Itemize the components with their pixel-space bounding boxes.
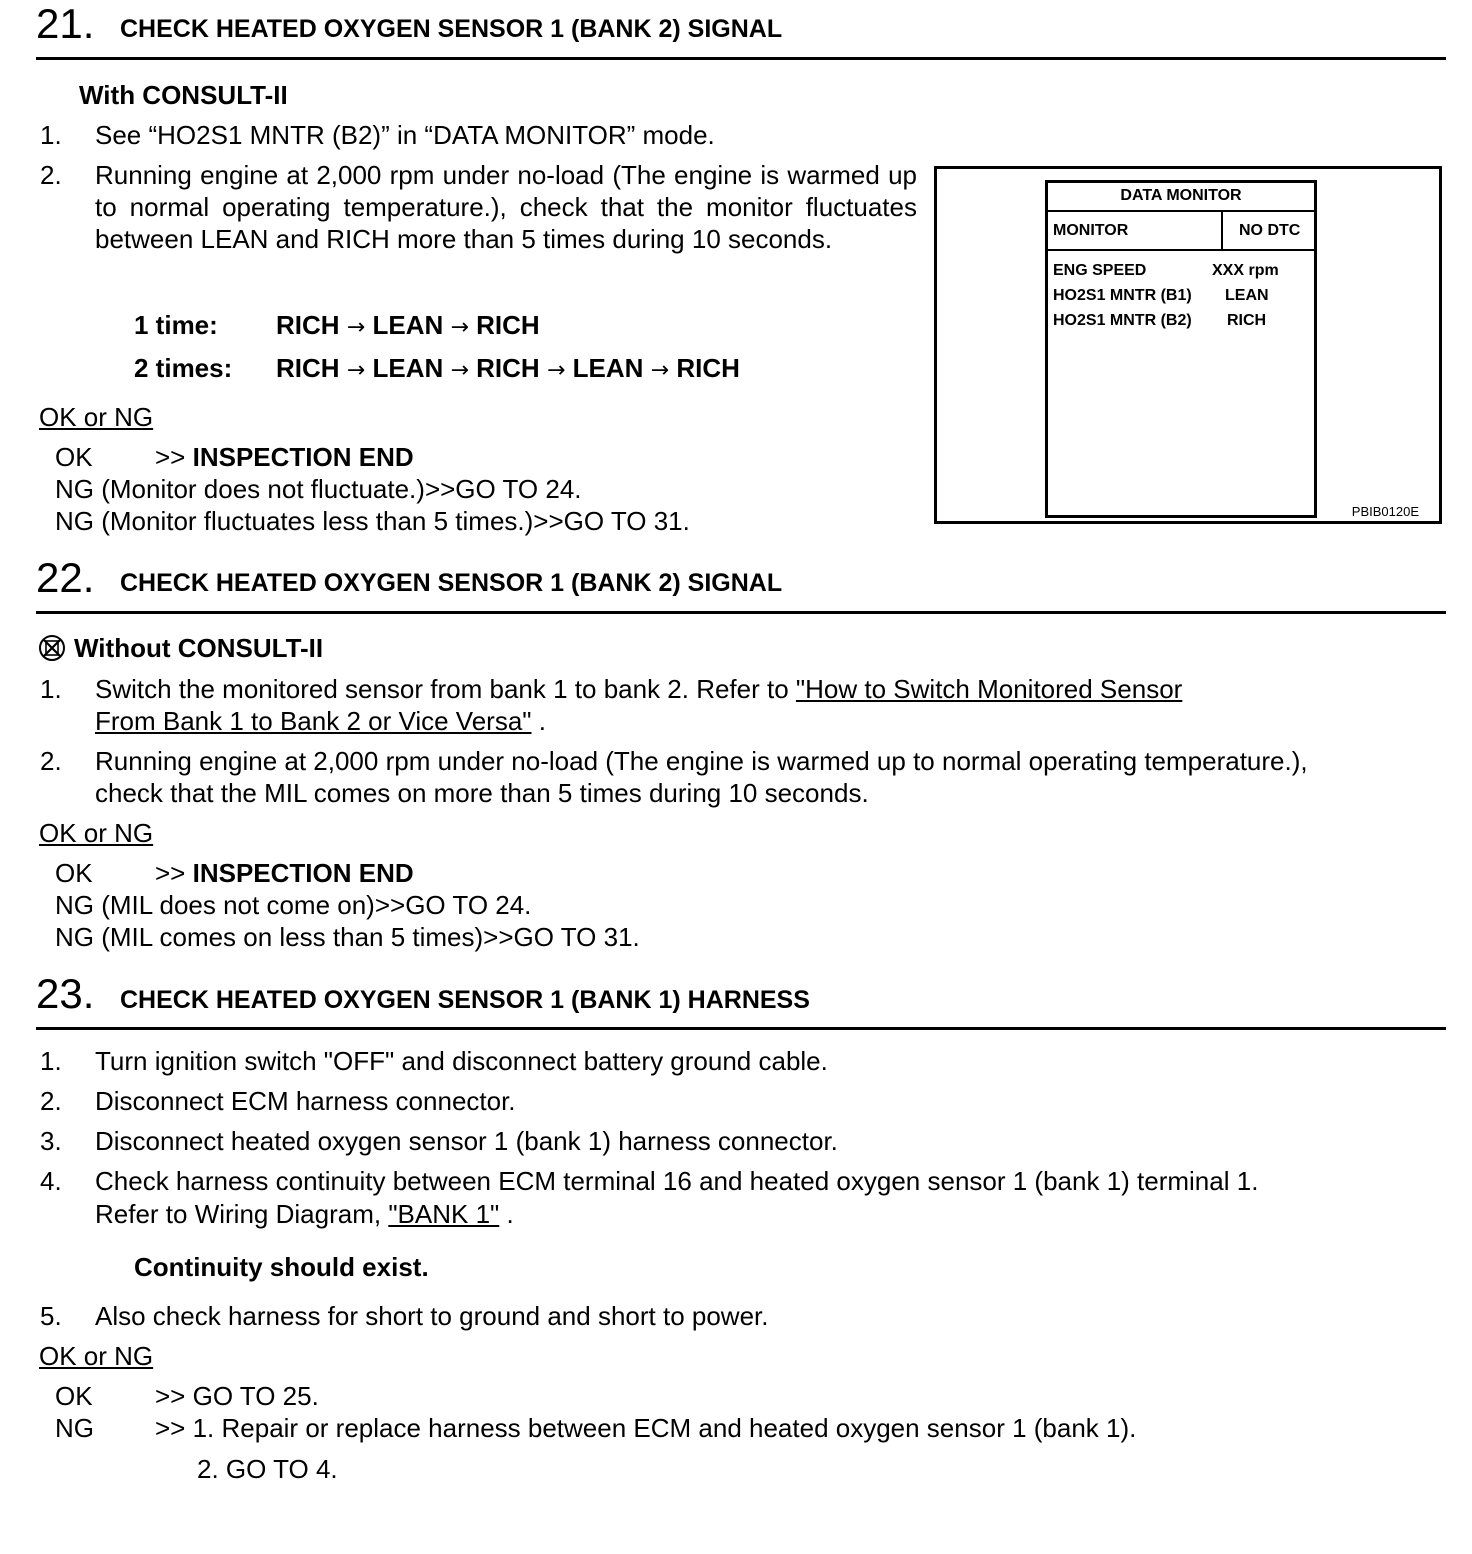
step-text: Disconnect ECM harness connector. xyxy=(95,1086,516,1116)
sequence-label: 1 time: xyxy=(134,310,218,340)
divider xyxy=(1048,249,1314,251)
monitor-item-value: LEAN xyxy=(1225,287,1269,304)
step-number: 2. xyxy=(40,1086,62,1116)
sequence-lean: LEAN xyxy=(572,353,644,383)
section-divider xyxy=(36,57,1446,60)
step-number: 2. xyxy=(40,746,62,776)
monitor-item-value: RICH xyxy=(1227,312,1267,329)
monitor-item-value: XXX rpm xyxy=(1212,262,1279,279)
step-text-suffix: . xyxy=(499,1199,514,1229)
ng-result: NG (Monitor does not fluctuate.)>>GO TO 24. xyxy=(55,474,582,504)
ok-label: OK xyxy=(55,1381,93,1411)
ok-result xyxy=(155,441,414,473)
ok-or-ng-heading: OK or NG xyxy=(39,1341,154,1371)
step-number: 1. xyxy=(40,674,62,704)
step-text: See “HO2S1 MNTR (B2)” in “DATA MONITOR” mode. xyxy=(95,120,715,150)
step-text: Also check harness for short to ground and short to power. xyxy=(95,1301,769,1331)
sequence-rich: RICH xyxy=(476,353,540,383)
step-number: 2. xyxy=(40,160,62,190)
inspection-end: INSPECTION END xyxy=(192,442,414,472)
section-title: CHECK HEATED OXYGEN SENSOR 1 (BANK 2) SIGNAL xyxy=(120,569,783,597)
ok-or-ng-heading: OK or NG xyxy=(39,402,154,432)
section-number: 23. xyxy=(36,970,95,1017)
step-text: Turn ignition switch "OFF" and disconnect battery ground cable. xyxy=(95,1046,828,1076)
step-text-prefix: Switch the monitored sensor from bank 1 to bank 2. Refer to xyxy=(95,674,796,704)
right-arrow-icon: → xyxy=(650,358,670,383)
sequence-rich: RICH xyxy=(676,353,740,383)
sequence-rich: RICH xyxy=(276,353,340,383)
switch-sensor-link[interactable]: "How to Switch Monitored Sensor xyxy=(795,674,1183,704)
ng-label: NG xyxy=(55,1413,94,1443)
ok-result: >> GO TO 25. xyxy=(155,1381,319,1411)
ok-or-ng-heading: OK or NG xyxy=(39,818,154,848)
step-text xyxy=(95,1198,514,1230)
no-consult-icon xyxy=(38,634,66,662)
step-text: check that the MIL comes on more than 5 times during 10 seconds. xyxy=(95,778,869,808)
section-number: 21. xyxy=(36,0,95,47)
monitor-item-name: ENG SPEED xyxy=(1053,262,1147,279)
sequence-lean: LEAN xyxy=(372,353,444,383)
step-text: Check harness continuity between ECM terminal 16 and heated oxygen sensor 1 (bank 1) terminal 1. xyxy=(95,1166,1259,1196)
sequence-1-time xyxy=(276,309,540,344)
consult-mode-heading: With CONSULT-II xyxy=(79,80,288,110)
data-monitor-screen xyxy=(1045,180,1317,518)
result-prefix: >> xyxy=(155,858,186,888)
data-monitor-figure xyxy=(934,166,1442,524)
sequence-rich: RICH xyxy=(476,310,540,340)
step-text xyxy=(95,705,546,737)
no-consult-mode-heading xyxy=(38,632,323,664)
divider xyxy=(1048,210,1314,212)
step-text: Disconnect heated oxygen sensor 1 (bank 1) harness connector. xyxy=(95,1126,838,1156)
ok-label: OK xyxy=(55,858,93,888)
ng-result: >> 1. Repair or replace harness between ECM and heated oxygen sensor 1 (bank 1). xyxy=(155,1413,1137,1443)
divider xyxy=(1221,210,1223,250)
figure-code: PBIB0120E xyxy=(1351,504,1419,519)
step-number: 1. xyxy=(40,120,62,150)
step-text-prefix: Refer to Wiring Diagram, xyxy=(95,1199,389,1229)
section-divider xyxy=(36,611,1446,614)
sequence-2-times xyxy=(276,352,740,387)
right-arrow-icon: → xyxy=(450,358,469,383)
ng-result: NG (MIL comes on less than 5 times)>>GO TO 31. xyxy=(55,922,640,952)
right-arrow-icon: → xyxy=(346,315,366,340)
step-text: Running engine at 2,000 rpm under no-load (The engine is warmed up to normal operating temperature.), xyxy=(95,746,1308,776)
mode-label: Without CONSULT-II xyxy=(74,633,324,663)
right-arrow-icon: → xyxy=(346,358,366,383)
ok-result xyxy=(155,857,414,889)
ng-result: NG (MIL does not come on)>>GO TO 24. xyxy=(55,890,532,920)
sequence-rich: RICH xyxy=(276,310,340,340)
right-arrow-icon: → xyxy=(546,358,566,383)
dtc-label: NO DTC xyxy=(1239,222,1301,239)
switch-sensor-link[interactable]: From Bank 1 to Bank 2 or Vice Versa" xyxy=(95,706,532,736)
step-number: 5. xyxy=(40,1301,62,1331)
section-title: CHECK HEATED OXYGEN SENSOR 1 (BANK 1) HARNESS xyxy=(120,986,810,1014)
section-title: CHECK HEATED OXYGEN SENSOR 1 (BANK 2) SIGNAL xyxy=(120,15,783,43)
inspection-end: INSPECTION END xyxy=(192,858,414,888)
ng-result: NG (Monitor fluctuates less than 5 times.)>>GO TO 31. xyxy=(55,506,690,536)
step-number: 1. xyxy=(40,1046,62,1076)
step-text-suffix: . xyxy=(531,706,546,736)
ok-label: OK xyxy=(55,442,93,472)
ng-result: 2. GO TO 4. xyxy=(197,1454,338,1484)
step-number: 3. xyxy=(40,1126,62,1156)
result-prefix: >> xyxy=(155,442,186,472)
section-divider xyxy=(36,1027,1446,1030)
continuity-note: Continuity should exist. xyxy=(134,1252,429,1282)
step-number: 4. xyxy=(40,1166,62,1196)
bank1-link[interactable]: "BANK 1" xyxy=(388,1199,500,1229)
sequence-label: 2 times: xyxy=(134,353,233,383)
step-text: Running engine at 2,000 rpm under no-load (The engine is warmed up to normal operating temperature.), check that the monitor fluctuates between LEAN and RICH more than 5 times during 10 seconds. xyxy=(95,160,917,254)
monitor-item-name: HO2S1 MNTR (B2) xyxy=(1053,312,1192,329)
step-text xyxy=(95,673,1182,705)
section-number: 22. xyxy=(36,554,95,601)
sequence-lean: LEAN xyxy=(372,310,444,340)
right-arrow-icon: → xyxy=(450,315,469,340)
screen-title: DATA MONITOR xyxy=(1120,187,1242,204)
monitor-label: MONITOR xyxy=(1053,222,1129,239)
monitor-item-name: HO2S1 MNTR (B1) xyxy=(1053,287,1192,304)
